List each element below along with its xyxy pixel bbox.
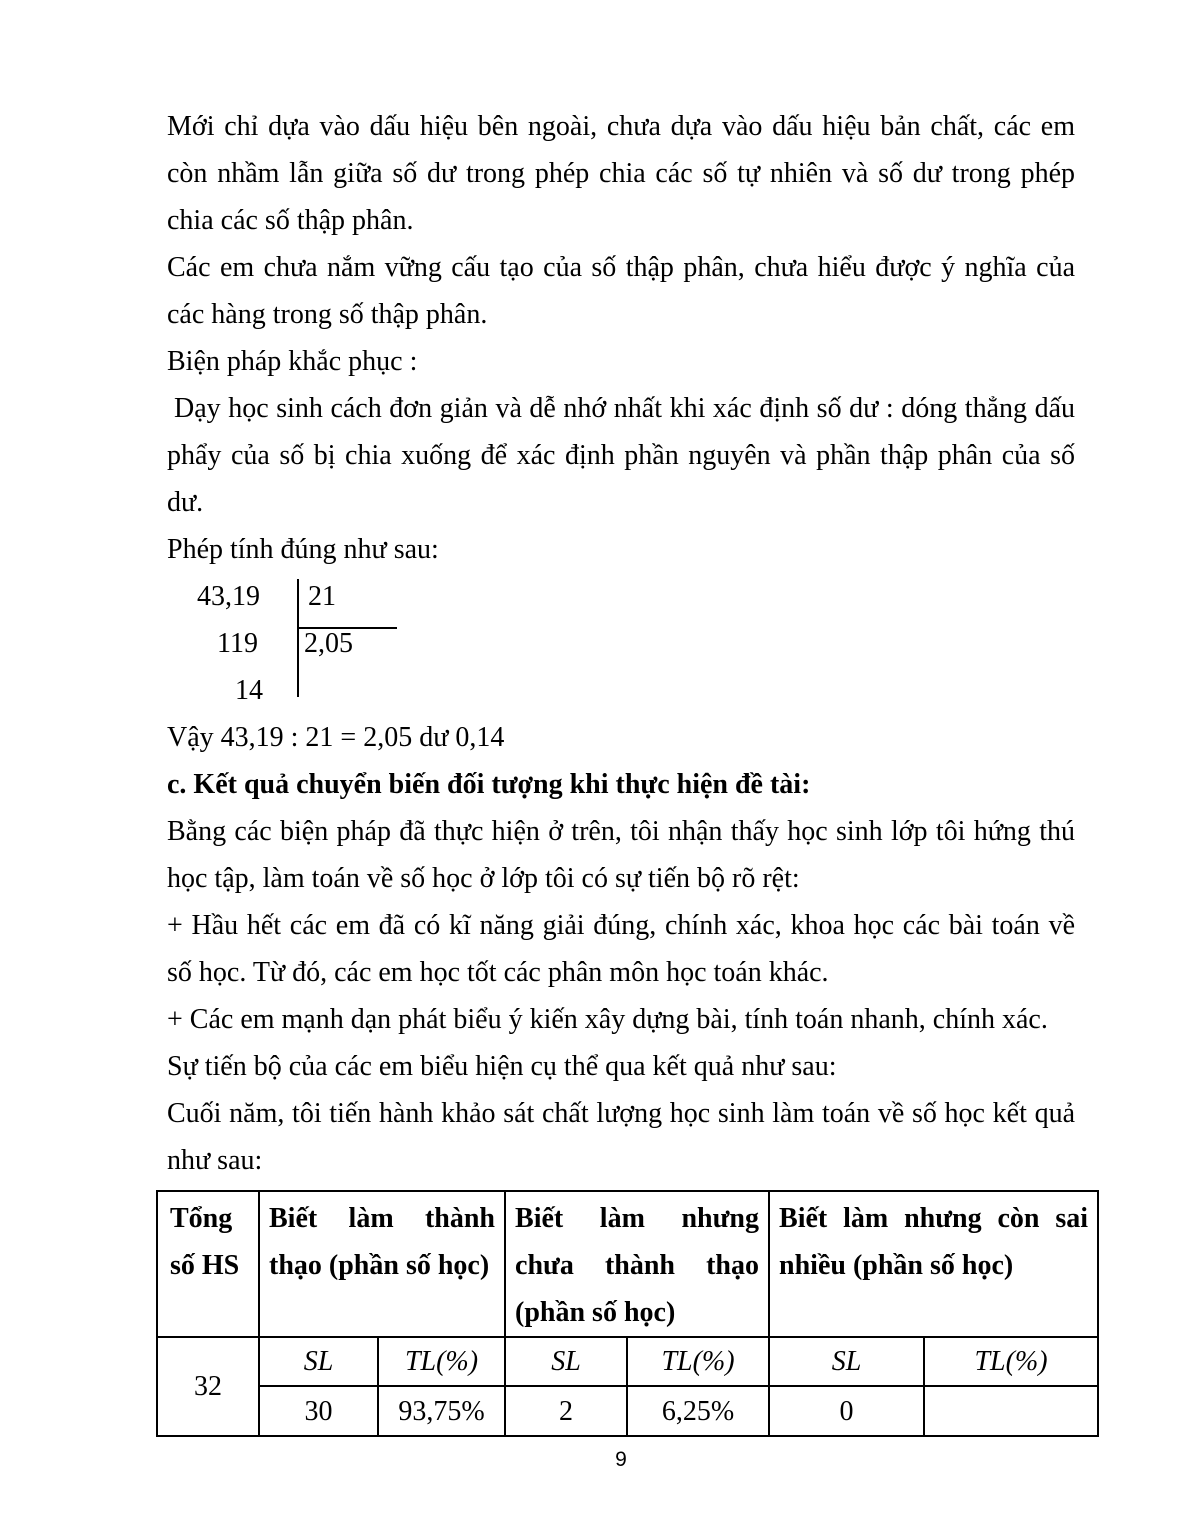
header-total-students: Tổng số HS <box>157 1191 259 1337</box>
subheader-sl-2: SL <box>505 1337 627 1386</box>
long-division-diagram <box>167 573 1075 714</box>
survey-results-table <box>156 1190 1099 1437</box>
division-dividend: 43,19 <box>197 581 260 612</box>
body-paragraph: Mới chỉ dựa vào dấu hiệu bên ngoài, chưa dựa vào dấu hiệu bản chất, các em còn nhầm lẫn giữa số dư trong phép chia các số tự nhiên và số dư trong phép chia các số thập phân. <box>167 111 1075 236</box>
cell-tl-3 <box>924 1386 1098 1436</box>
cell-tl-1: 93,75% <box>378 1386 505 1436</box>
header-proficient: Biết làm thành thạo (phần số học) <box>259 1191 505 1337</box>
document-body <box>167 103 1089 1437</box>
body-paragraph: Bằng các biện pháp đã thực hiện ở trên, tôi nhận thấy học sinh lớp tôi hứng thú học tập, làm toán về số học ở lớp tôi có sự tiến bộ rõ rệt: <box>167 816 1075 894</box>
division-final-remainder: 14 <box>235 675 263 706</box>
cell-total-students: 32 <box>157 1337 259 1436</box>
cell-sl-3: 0 <box>769 1386 924 1436</box>
subheader-tl-3: TL(%) <box>924 1337 1098 1386</box>
subheader-sl-3: SL <box>769 1337 924 1386</box>
cell-sl-1: 30 <box>259 1386 378 1436</box>
body-paragraph: Phép tính đúng như sau: <box>167 534 439 565</box>
section-heading: c. Kết quả chuyển biến đối tượng khi thực hiện đề tài: <box>167 769 811 800</box>
header-many-errors: Biết làm nhưng còn sai nhiều (phần số học) <box>769 1191 1098 1337</box>
division-quotient: 2,05 <box>304 628 353 659</box>
cell-tl-2: 6,25% <box>627 1386 769 1436</box>
body-paragraph: Vậy 43,19 : 21 = 2,05 dư 0,14 <box>167 722 505 753</box>
header-not-yet-proficient: Biết làm nhưng chưa thành thạo (phần số học) <box>505 1191 769 1337</box>
subheader-tl-1: TL(%) <box>378 1337 505 1386</box>
body-paragraph: + Hầu hết các em đã có kĩ năng giải đúng, chính xác, khoa học các bài toán về số học. Từ đó, các em học tốt các phân môn học toán khác. <box>167 910 1075 988</box>
division-step-remainder: 119 <box>217 628 258 659</box>
table-values-row <box>157 1386 1098 1436</box>
body-paragraph: Cuối năm, tôi tiến hành khảo sát chất lượng học sinh làm toán về số học kết quả như sau: <box>167 1098 1075 1176</box>
table-header-row <box>157 1191 1098 1337</box>
body-paragraph: + Các em mạnh dạn phát biểu ý kiến xây dựng bài, tính toán nhanh, chính xác. <box>167 1004 1048 1035</box>
body-paragraph: Biện pháp khắc phục : <box>167 346 418 377</box>
subheader-sl-1: SL <box>259 1337 378 1386</box>
subheader-tl-2: TL(%) <box>627 1337 769 1386</box>
division-vertical-bar <box>297 579 299 697</box>
body-paragraph: Sự tiến bộ của các em biểu hiện cụ thể qua kết quả như sau: <box>167 1051 837 1082</box>
cell-sl-2: 2 <box>505 1386 627 1436</box>
division-divisor: 21 <box>308 581 336 612</box>
body-paragraph: Dạy học sinh cách đơn giản và dễ nhớ nhất khi xác định số dư : dóng thẳng dấu phẩy của số bị chia xuống để xác định phần nguyên và phần thập phân của số dư. <box>167 393 1075 518</box>
body-paragraph: Các em chưa nắm vững cấu tạo của số thập phân, chưa hiểu được ý nghĩa của các hàng trong số thập phân. <box>167 252 1075 330</box>
table-subheader-row <box>157 1337 1098 1386</box>
page-number: 9 <box>615 1448 627 1471</box>
